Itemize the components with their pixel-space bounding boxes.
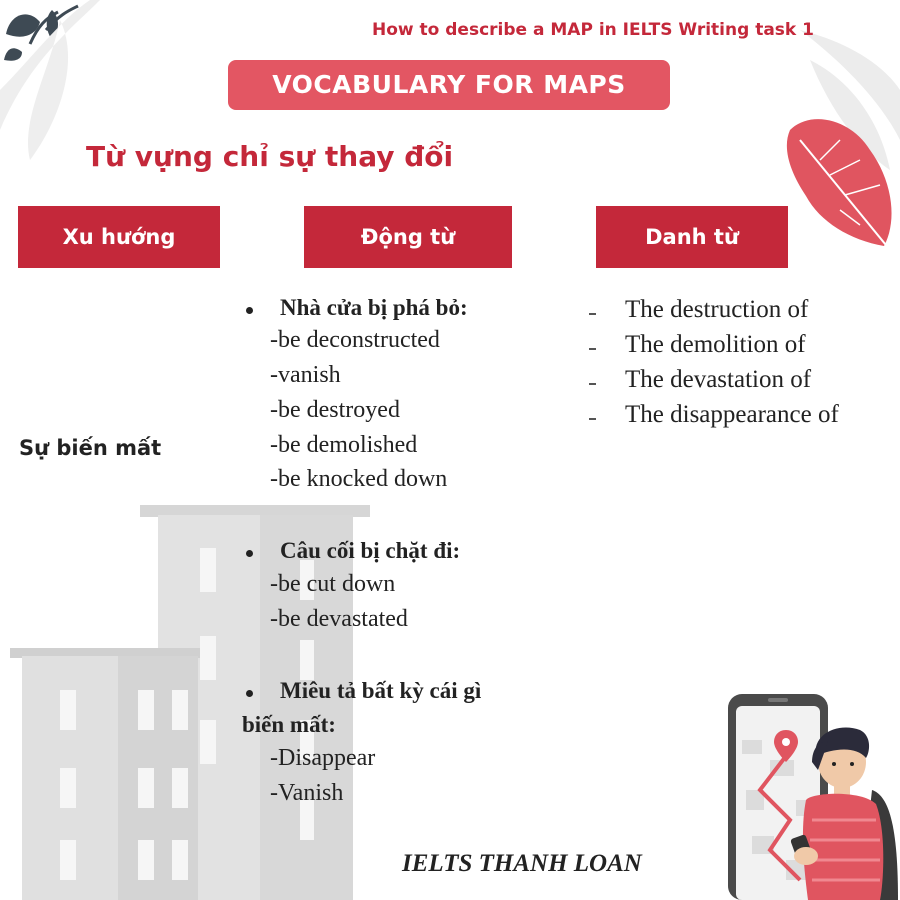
trend-label: Sự biến mất — [19, 436, 162, 460]
section-title: Từ vựng chỉ sự thay đổi — [86, 140, 454, 173]
page-subtitle: How to describe a MAP in IELTS Writing task 1 — [372, 20, 814, 40]
verb-group-heading: Câu cối bị chặt đi: — [280, 538, 461, 563]
brand-footer: IELTS THANH LOAN — [402, 850, 642, 877]
noun-item: The demolition of — [625, 331, 806, 358]
noun-item: The disappearance of — [625, 401, 839, 428]
verb-item: -be destroyed — [270, 397, 400, 423]
verb-group-heading: Miêu tả bất kỳ cái gì — [280, 678, 482, 703]
verb-item: -be knocked down — [270, 466, 448, 492]
verb-item: -be demolished — [270, 432, 418, 458]
dash-icon — [589, 383, 596, 385]
bullet-icon — [246, 690, 253, 697]
column-header-noun: Danh từ — [596, 206, 788, 268]
noun-item: The devastation of — [625, 366, 812, 393]
verb-item: -be cut down — [270, 571, 396, 597]
verb-item: -Disappear — [270, 745, 376, 771]
vocabulary-banner: VOCABULARY FOR MAPS — [228, 60, 670, 110]
column-header-verb: Động từ — [304, 206, 512, 268]
verb-item: -vanish — [270, 362, 341, 388]
verb-item: -Vanish — [270, 780, 344, 806]
verb-group-heading-cont: biến mất: — [242, 712, 336, 737]
verb-item: -be deconstructed — [270, 327, 440, 353]
verb-group-heading: Nhà cửa bị phá bỏ: — [280, 295, 468, 320]
dash-icon — [589, 418, 596, 420]
noun-item: The destruction of — [625, 296, 809, 323]
dash-icon — [589, 313, 596, 315]
dash-icon — [589, 348, 596, 350]
bullet-icon — [246, 307, 253, 314]
bullet-icon — [246, 550, 253, 557]
column-header-trend: Xu hướng — [18, 206, 220, 268]
verb-item: -be devastated — [270, 606, 408, 632]
